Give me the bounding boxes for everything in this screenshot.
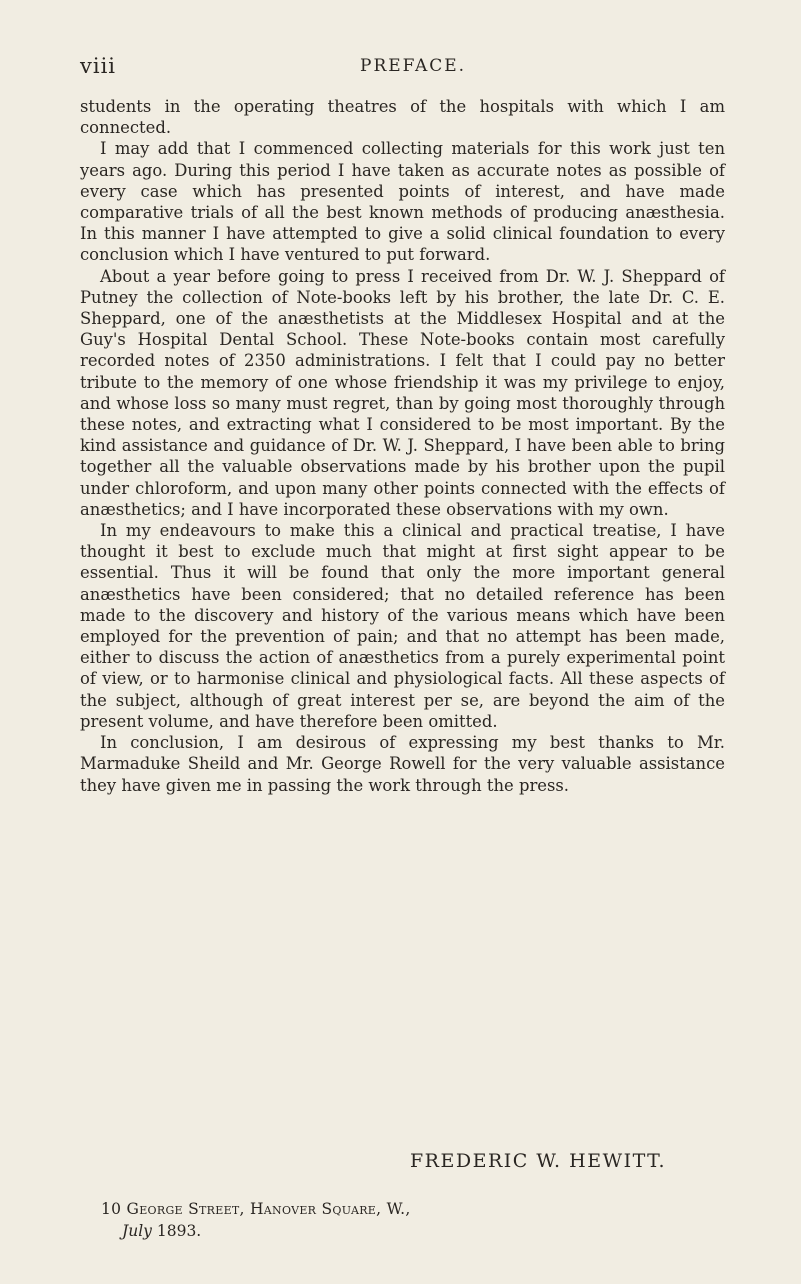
paragraph-scope: In my endeavours to make this a clinical and practical treatise, I have thought it best to exclude much that might at first sight appear to be essential. Thus it will be found that only the more important general anæsthetics have been considered; that no detailed reference has been made to the discovery and history of the various means which have been employed for the prevention of pain; and that no attempt has been made, either to discuss the action of anæsthetics from a purely experimental point of view, or to harmonise clinical and physiological facts. All these aspects of the subject, although of great interest per se, are beyond the aim of the present volume, and have therefore been omitted. (80, 521, 725, 731)
paragraph-sheppard-notebooks: About a year before going to press I received from Dr. W. J. Sheppard of Putney the collection of Note-books left by his brother, the late Dr. C. E. Sheppard, one of the anæsthetists at the Middlesex Hospital and at the Guy's Hospital Dental School. These Note-books contain most carefully recorded notes of 2350 administrations. I felt that I could pay no better tribute to the memory of one whose friendship it was my privilege to enjoy, and whose loss so many must regret, than by going most thoroughly through these notes, and extracting what I considered to be most important. By the kind assistance and guidance of Dr. W. J. Sheppard, I have been able to bring together all the valuable observations made by his brother upon the pupil under chloroform, and upon many other points connected with the effects of anæsthetics; and I have incorporated these observations with my own. (80, 266, 725, 519)
running-head (80, 54, 720, 78)
paragraph-collecting-materials: I may add that I commenced collecting materials for this work just ten years ago. During this period I have taken as accurate notes as possible of every case which has presented points of interest, and have made comparative trials of all the best known methods of producing anæsthesia. In this manner I have attempted to give a solid clinical foundation to every conclusion which I have ventured to put forward. (80, 139, 725, 265)
paragraph-thanks: In conclusion, I am desirous of expressing my best thanks to Mr. Marmaduke Sheild and Mr. George Rowell for the very valuable assistance they have given me in passing the work through the press. (80, 733, 725, 795)
author-address: 10 George Street, Hanover Square, W., (101, 1200, 411, 1218)
author-signature: FREDERIC W. HEWITT. (410, 1150, 667, 1172)
paragraph-continued: students in the operating theatres of the hospitals with which I am connected. (80, 97, 725, 138)
header-title: PREFACE. (360, 56, 467, 76)
preface-body (80, 96, 725, 796)
page-number: viii (80, 54, 117, 78)
date-month: July (122, 1222, 152, 1240)
date-year: 1893. (156, 1222, 202, 1240)
preface-date (122, 1222, 201, 1240)
